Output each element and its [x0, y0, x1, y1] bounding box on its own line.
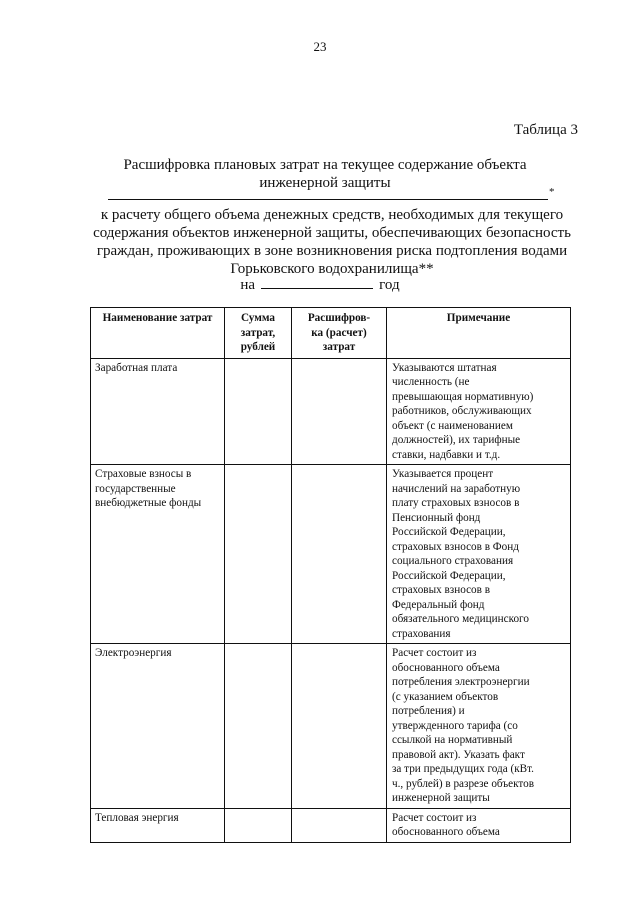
decode-cell	[292, 465, 387, 644]
note-cell: Указывается процент начислений на заработную плату страховых взносов в Пенсионный фонд Российской Федерации, страховых взносов в Фонд социального страхования Российской Федерации, страховых взносов в Федеральный фонд обязательного медицинского страхования	[387, 465, 571, 644]
note-cell: Расчет состоит из обоснованного объема потребления электроэнергии (с указанием объектов потребления) и утвержденного тарифа (со ссылкой на нормативный правовой акт). Указать факт за три предыдущих года (кВт. ч., рублей) в разрезе объектов инженерной защиты	[387, 644, 571, 809]
header-sum: Сумма затрат, рублей	[225, 308, 292, 359]
decode-cell	[292, 358, 387, 465]
header-name: Наименование затрат	[91, 308, 225, 359]
cost-name-cell: Страховые взносы в государственные внебюджетные фонды	[91, 465, 225, 644]
header-note: Примечание	[387, 308, 571, 359]
document-title	[80, 156, 570, 192]
note-cell: Указываются штатная численность (не превышающая нормативную) работников, обслуживающих объект (с наименованием должностей), их тарифные ставки, надбавки и т.д.	[387, 358, 571, 465]
year-blank	[261, 276, 373, 289]
year-row	[0, 276, 640, 294]
decode-cell	[292, 808, 387, 842]
purpose-line-4: Горьковского водохранилища**	[230, 261, 434, 277]
title-line-1: Расшифровка плановых затрат на текущее содержание объекта	[123, 157, 527, 173]
cost-name-cell: Заработная плата	[91, 358, 225, 465]
page-number: 23	[313, 39, 327, 54]
sum-cell	[225, 358, 292, 465]
year-suffix: год	[379, 277, 400, 293]
table-row	[91, 808, 571, 842]
purpose-line-2: содержания объектов инженерной защиты, обеспечивающих безопасность	[93, 225, 571, 241]
purpose-paragraph	[82, 206, 582, 278]
title-line-2: инженерной защиты	[259, 175, 391, 191]
sum-cell	[225, 465, 292, 644]
table-header-row	[91, 308, 571, 359]
footnote-star: *	[549, 186, 555, 198]
purpose-line-3: граждан, проживающих в зоне возникновения риска подтопления водами	[96, 243, 568, 259]
table-row	[91, 465, 571, 644]
sum-cell	[225, 644, 292, 809]
sum-cell	[225, 808, 292, 842]
year-prefix: на	[240, 277, 256, 293]
decode-cell	[292, 644, 387, 809]
table-label: Таблица 3	[513, 122, 578, 138]
costs-table	[90, 307, 571, 843]
object-name-blank	[108, 199, 548, 200]
note-cell: Расчет состоит из обоснованного объема	[387, 808, 571, 842]
cost-name-cell: Тепловая энергия	[91, 808, 225, 842]
table-row	[91, 358, 571, 465]
cost-name-cell: Электроэнергия	[91, 644, 225, 809]
table-row	[91, 644, 571, 809]
purpose-line-1: к расчету общего объема денежных средств, необходимых для текущего	[100, 207, 564, 223]
header-decode: Расшифров- ка (расчет) затрат	[292, 308, 387, 359]
